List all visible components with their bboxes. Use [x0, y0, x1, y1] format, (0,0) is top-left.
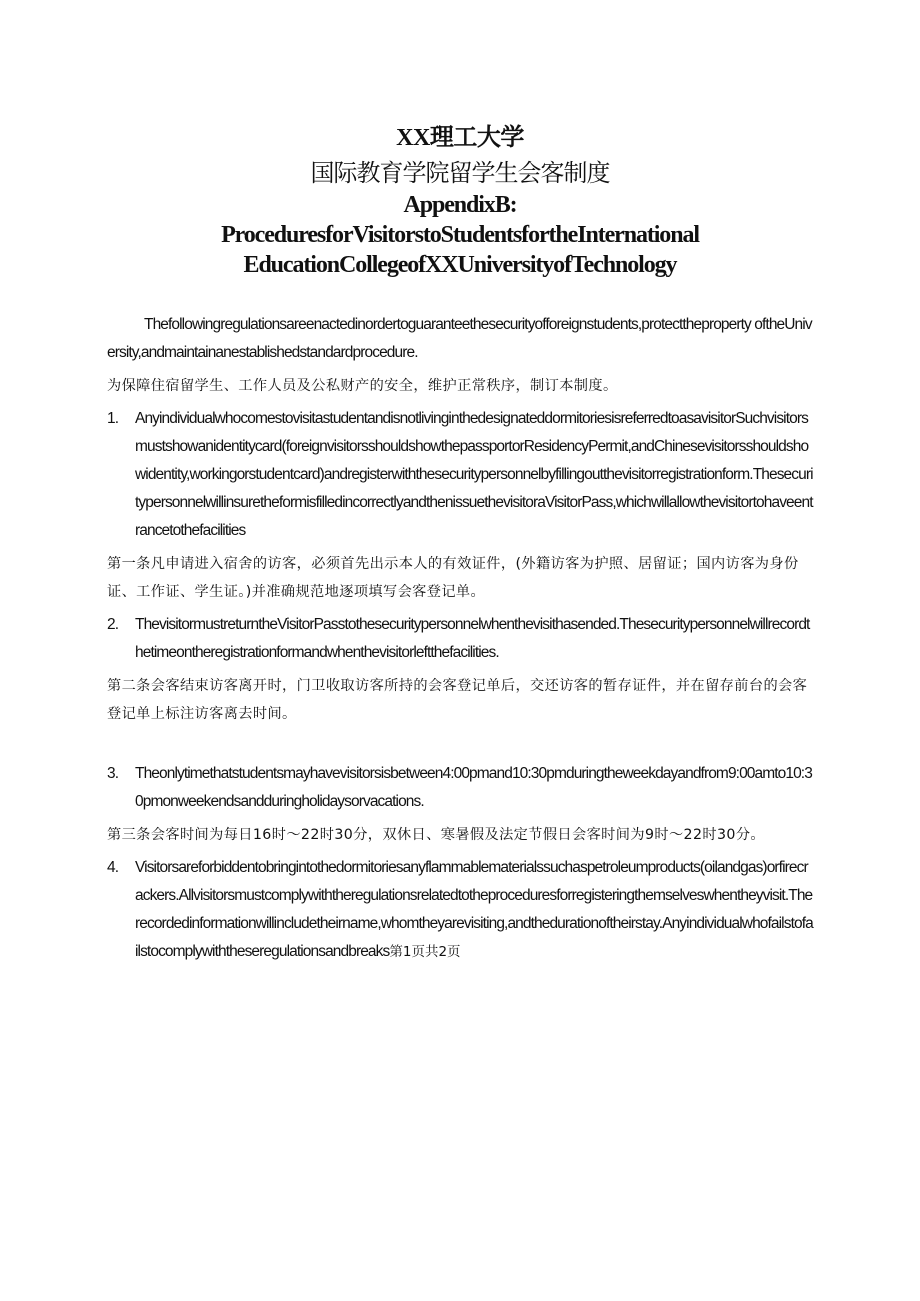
rule-chinese-1: 第一条凡申请进入宿舍的访客，必须首先出示本人的有效证件，(外籍访客为护照、居留证；国内访客为身份证、工作证、学生证。)并准确规范地逐项填写会客登记单。 — [107, 556, 799, 600]
rule-number: 2. — [107, 616, 119, 633]
rule-number: 3. — [107, 765, 119, 782]
rule-item-4 — [107, 854, 815, 966]
rule-english: ThevisitormustreturntheVisitorPasstothesecuritypersonnelwhenthevisithasended.Thesecuritypersonnelwillrecordthetimeontheregistrationformandwhenthevisitorleftthefacilities. — [135, 616, 810, 661]
intro-chinese: 为保障住宿留学生、工作人员及公私财产的安全，维护正常秩序，制订本制度。 — [107, 378, 618, 394]
intro-english: Thefollowingregulationsareenactedinordertoguaranteethesecurityofforeignstudents,protecttheproperty oftheUniversity,andmaintainanestablishedstandardprocedure. — [107, 316, 812, 361]
rule-english: Theonlytimethatstudentsmayhavevisitorsisbetween4:00pmand10:30pmduringtheweekdayandfrom9:00amto10:30pmonweekendsandduringholidaysorvacations. — [135, 765, 812, 810]
rule-english: AnyindividualwhocomestovisitastudentandisnotlivinginthedesignateddormitoriesisreferredtoasavisitorSuchvisitorsmustshowanidentitycard(foreignvisitorsshouldshowthepassportorResidencyPermit,andChinesevisitorsshouldshowidentity,workingorstudentcard)andregisterwiththesecuritypersonnelbyfillingoutthevisitorregistrationform.ThesecuritypersonnelwillinsuretheformisfilledincorrectlyandthenissuethevisitoraVisitorPass,whichwillallowthevisitortohaveentrancetothefacilities — [135, 410, 813, 539]
document-body — [107, 311, 815, 966]
rule-english: Visitorsareforbiddentobringintothedormitoriesanyflammablematerialssuchaspetroleumproducts(oilandgas)orfirecrackers.Allvisitorsmustcomplywiththeregulationsrelatedtotheproceduresforregisteringthemselveswhentheyvisit.Therecordedinformationwillincludetheirname,whomtheyarevisiting,andthedurationoftheirstay.Anyindividualwhofailstofailstocomplywiththeseregulationsandbreaks — [135, 859, 813, 960]
rule-chinese-2: 第二条会客结束访客离开时，门卫收取访客所持的会客登记单后，交还访客的暂存证件，并在留存前台的会客登记单上标注访客离去时间。 — [107, 678, 808, 722]
title-en-line1: ProceduresforVisitorstoStudentsfortheInternational — [221, 222, 699, 248]
title-en-line2: EducationCollegeofXXUniversityofTechnology — [243, 252, 677, 278]
rule-number: 1. — [107, 410, 119, 427]
title-university: XX理工大学 — [396, 125, 524, 151]
rule-english-4 — [135, 854, 815, 966]
rule-number: 4. — [107, 859, 119, 876]
rule-item-1 — [107, 405, 815, 545]
rule-chinese-3: 第三条会客时间为每日16时～22时30分，双休日、寒暑假及法定节假日会客时间为9时～22时30分。 — [107, 827, 766, 843]
rule-item-2 — [107, 611, 815, 667]
document-title — [0, 120, 920, 280]
title-appendix: AppendixB: — [403, 192, 517, 218]
page-footer: 第1页共2页 — [389, 944, 461, 960]
title-cn-regulation: 国际教育学院留学生会客制度 — [310, 159, 610, 187]
rule-item-3 — [107, 760, 815, 816]
